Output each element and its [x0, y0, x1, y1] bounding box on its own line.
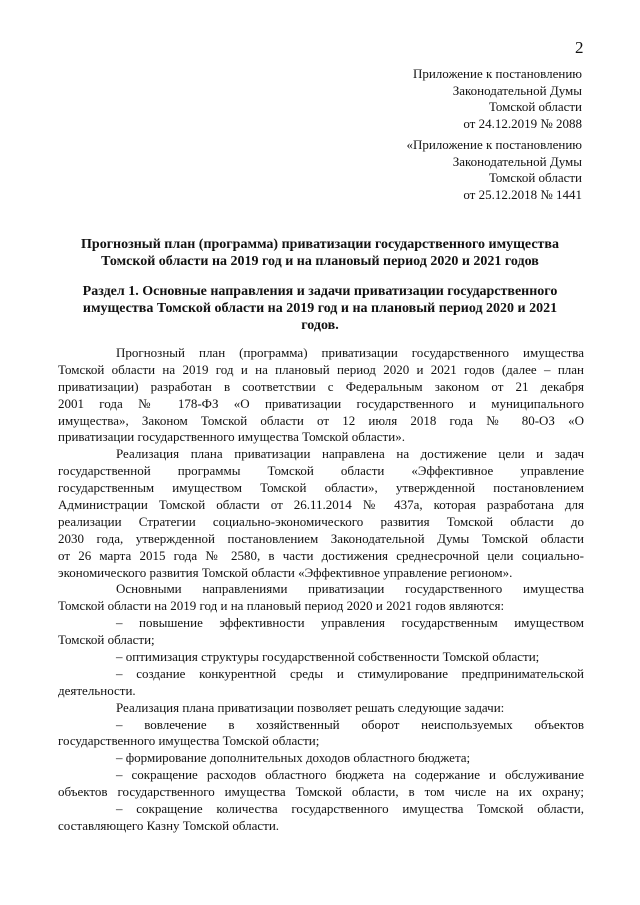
body-line: – сокращение расходов областного бюджета на содержание и обслуживание: [116, 767, 584, 783]
body-line: Томской области на 2019 год и на плановый период 2020 и 2021 годов являются:: [58, 598, 505, 614]
document-title: [60, 236, 580, 270]
body-line: деятельности.: [58, 682, 136, 698]
appendix-previous-line: «Приложение к постановлению: [406, 137, 582, 152]
appendix-current-line: Томской области: [488, 99, 582, 114]
body-text: [58, 345, 584, 835]
body-line: Томской области на 2019 год и на плановый период 2020 и 2021 годов (далее – план: [58, 361, 584, 377]
section-heading: [60, 283, 580, 334]
appendix-previous-line: Законодательной Думы: [452, 153, 582, 169]
body-line: приватизации государственного имущества Томской области».: [58, 429, 405, 445]
appendix-current-line: Приложение к постановлению: [412, 66, 582, 81]
body-line: 2030 года, утвержденной постановлением Законодательной Думы Томской области: [58, 530, 584, 546]
body-line: реализации Стратегии социально-экономического развития Томской области до: [58, 513, 584, 529]
body-line: государственной программы Томской области «Эффективное управление: [58, 463, 584, 479]
appendix-previous-line: Томской области: [488, 170, 582, 185]
appendix-previous-line: от 25.12.2018 № 1441: [463, 186, 582, 202]
body-line: – создание конкурентной среды и стимулирование предпринимательской: [116, 665, 584, 681]
body-line: государственного имущества Томской области;: [58, 733, 320, 749]
body-line: – формирование дополнительных доходов областного бюджета;: [116, 750, 471, 766]
body-line: экономического развития Томской области «Эффективное управление регионом».: [58, 564, 513, 580]
body-line: государственным имуществом Томской области», утвержденной постановлением: [58, 480, 584, 496]
body-line: Основными направлениями приватизации государственного имущества: [116, 581, 584, 597]
body-line: Томской области;: [58, 632, 155, 648]
document-title-line: Томской области на 2019 год и на плановый период 2020 и 2021 годов: [101, 254, 539, 269]
body-line: приватизации) разработан в соответствии с Федеральным законом от 21 декабря: [58, 378, 584, 394]
document-title-line: Прогнозный план (программа) приватизации государственного имущества: [81, 237, 559, 252]
body-line: Реализация плана приватизации позволяет решать следующие задачи:: [116, 699, 505, 715]
section-heading-line: годов.: [301, 318, 339, 333]
body-line: от 26 марта 2015 года № 2580, в части достижения среднесрочной цели социально-: [58, 547, 584, 563]
appendix-current-block: [322, 66, 582, 132]
appendix-previous-block: [322, 137, 582, 203]
page-number: 2: [575, 38, 584, 57]
section-heading-line: Раздел 1. Основные направления и задачи приватизации государственного: [82, 284, 558, 299]
appendix-current-line: от 24.12.2019 № 2088: [463, 115, 582, 131]
body-line: – повышение эффективности управления государственным имуществом: [116, 615, 584, 631]
body-line: 2001 года № 178-ФЗ «О приватизации государственного и муниципального: [58, 395, 584, 411]
body-line: Администрации Томской области от 26.11.2014 № 437а, которая разработана для: [58, 497, 584, 513]
body-line: – сокращение количества государственного имущества Томской области,: [116, 801, 584, 817]
body-line: имущества», Законом Томской области от 12 июля 2018 года № 80-ОЗ «О: [58, 412, 584, 428]
section-heading-line: имущества Томской области на 2019 год и на плановый период 2020 и 2021: [82, 301, 558, 316]
appendix-current-line: Законодательной Думы: [452, 82, 582, 98]
body-line: составляющего Казну Томской области.: [58, 817, 280, 833]
body-line: Прогнозный план (программа) приватизации государственного имущества: [116, 345, 584, 360]
body-line: объектов государственного имущества Томской области, в том числе на их охрану;: [58, 784, 584, 800]
body-line: – вовлечение в хозяйственный оборот неиспользуемых объектов: [116, 716, 584, 732]
body-line: Реализация плана приватизации направлена на достижение цели и задач: [116, 446, 584, 462]
body-line: – оптимизация структуры государственной собственности Томской области;: [116, 649, 540, 665]
